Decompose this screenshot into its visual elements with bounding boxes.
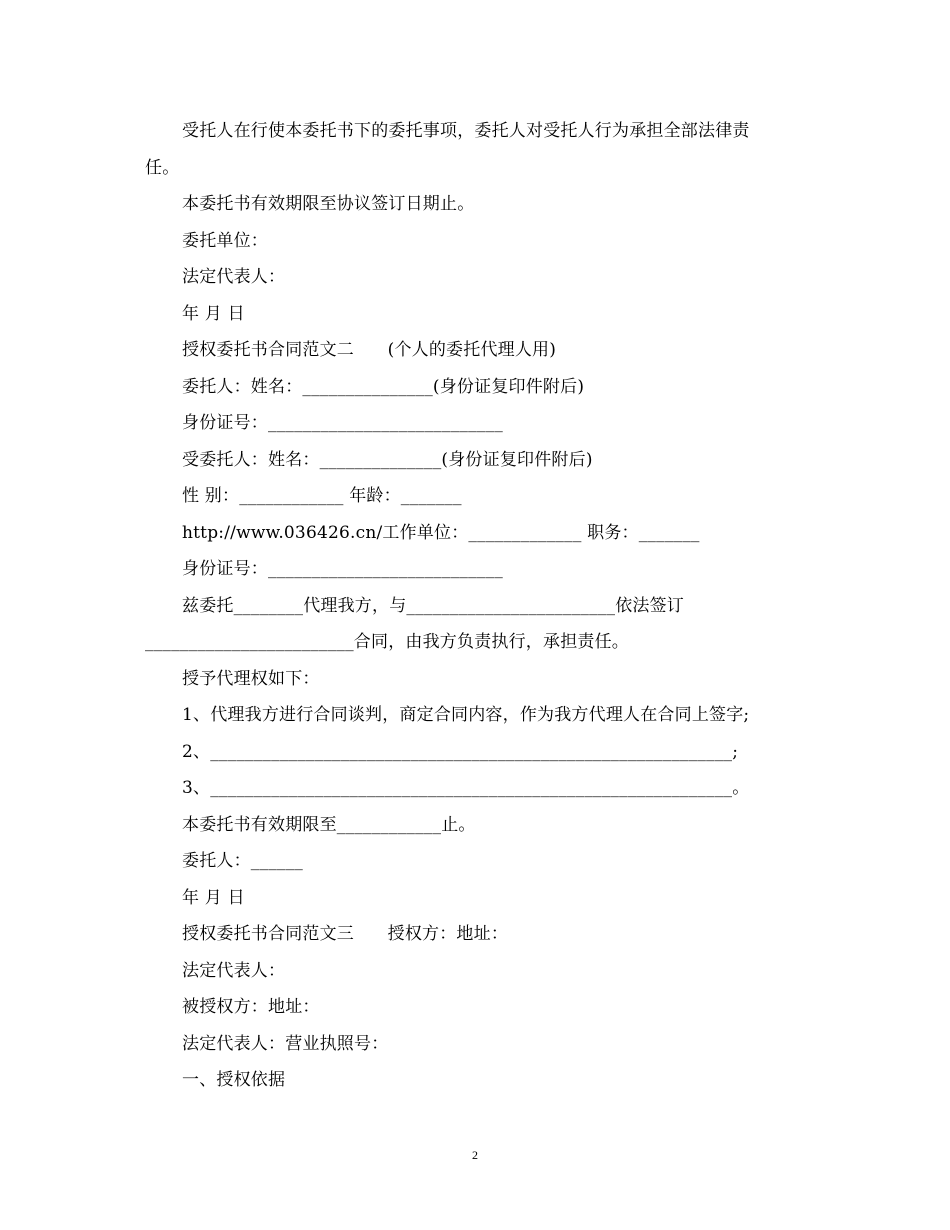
paragraph-line: 身份证号：___________________________	[182, 413, 503, 433]
list-item: 3、____________________________________________________________。	[182, 778, 750, 798]
section-heading: 授权委托书合同范文二 (个人的委托代理人用)	[182, 340, 557, 360]
paragraph-line: 本委托书有效期限至协议签订日期止。	[182, 194, 475, 214]
paragraph-line: 受委托人：姓名：______________(身份证复印件附后)	[182, 449, 593, 470]
document-body	[145, 113, 810, 1099]
paragraph-line: ________________________合同，由我方负责执行，承担责任。	[145, 632, 629, 652]
paragraph-line: 委托单位：	[182, 230, 268, 251]
section-heading: 授权委托书合同范文三 授权方：地址：	[182, 924, 509, 944]
paragraph-line: 兹委托________代理我方，与________________________依法签订	[182, 595, 684, 616]
paragraph-line: 委托人：姓名：_______________(身份证复印件附后)	[182, 376, 585, 397]
paragraph-line: 身份证号：___________________________	[182, 559, 503, 579]
paragraph-line: 被授权方：地址：	[182, 997, 320, 1017]
paragraph-line: 年 月 日	[182, 887, 245, 908]
paragraph-line: 法定代表人：营业执照号：	[182, 1033, 389, 1054]
paragraph-line: 授予代理权如下：	[182, 668, 320, 689]
paragraph-line: 受托人在行使本委托书下的委托事项，委托人对受托人行为承担全部法律责	[182, 121, 750, 141]
paragraph-line: 法定代表人：	[182, 960, 286, 981]
list-item: 1、代理我方进行合同谈判，商定合同内容，作为我方代理人在合同上签字;	[182, 705, 750, 725]
paragraph-line: 性 别：____________ 年龄：_______	[182, 486, 462, 506]
paragraph-line: 任。	[145, 157, 180, 178]
paragraph-line: http://www.036426.cn/工作单位：_____________ 职务：_______	[182, 522, 700, 543]
paragraph-line: 年 月 日	[182, 303, 245, 324]
page-number: 2	[472, 1148, 478, 1162]
paragraph-line: 法定代表人：	[182, 267, 286, 287]
list-item: 2、____________________________________________________________;	[182, 741, 739, 762]
paragraph-line: 一、授权依据	[182, 1070, 286, 1090]
paragraph-line: 委托人：______	[182, 851, 303, 871]
paragraph-line: 本委托书有效期限至____________止。	[182, 814, 476, 835]
